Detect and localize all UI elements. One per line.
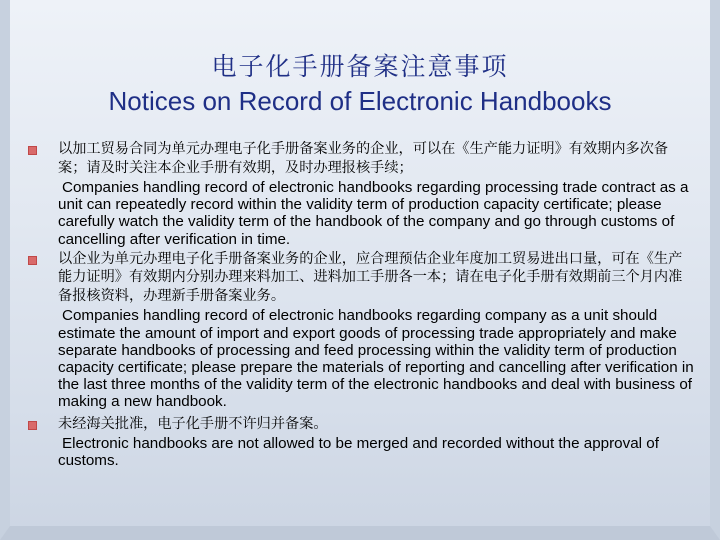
notice-3-english: Electronic handbooks are not allowed to be merged and recorded without the approval of customs. [58,435,659,470]
notice-item-2 [26,250,696,411]
notice-2-english: Companies handling record of electronic handbooks regarding company as a unit should estimate the amount of import and export goods of processing trade appropriately and make separate handbooks of processing and feed processing within the validity term of production capacity certificate; please prepare the materials of reporting and cancelling after verification in the last three months of the validity term of the electronic handbooks and deal with business of making a new handbook. [58,307,694,411]
square-bullet-icon [28,256,37,265]
title-chinese: 电子化手册备案注意事项 [211,52,509,81]
square-bullet-icon [28,146,37,155]
notice-item-3 [26,415,696,470]
title-english: Notices on Record of Electronic Handbooks [108,86,612,116]
square-bullet-icon [28,421,37,430]
slide-title [0,50,720,118]
notice-list [26,140,696,469]
notice-2-chinese: 以企业为单元办理电子化手册备案业务的企业，应合理预估企业年度加工贸易进出口量，可在《生产能力证明》有效期内分别办理来料加工、进料加工手册各一本；请在电子化手册有效期前三个月内准备报核资料，办理新手册备案业务。 [58,250,683,304]
notice-1-english: Companies handling record of electronic handbooks regarding processing trade contract as a unit can repeatedly record within the validity term of production capacity certificate; please carefully watch the validity term of the handbook of the company and go through customs of cancelling after verification in time. [58,179,689,248]
notice-1-chinese: 以加工贸易合同为单元办理电子化手册备案业务的企业，可以在《生产能力证明》有效期内多次备案；请及时关注本企业手册有效期，及时办理报核手续； [58,141,669,176]
notice-item-1 [26,140,696,248]
notice-3-chinese: 未经海关批准，电子化手册不许归并备案。 [58,415,328,432]
